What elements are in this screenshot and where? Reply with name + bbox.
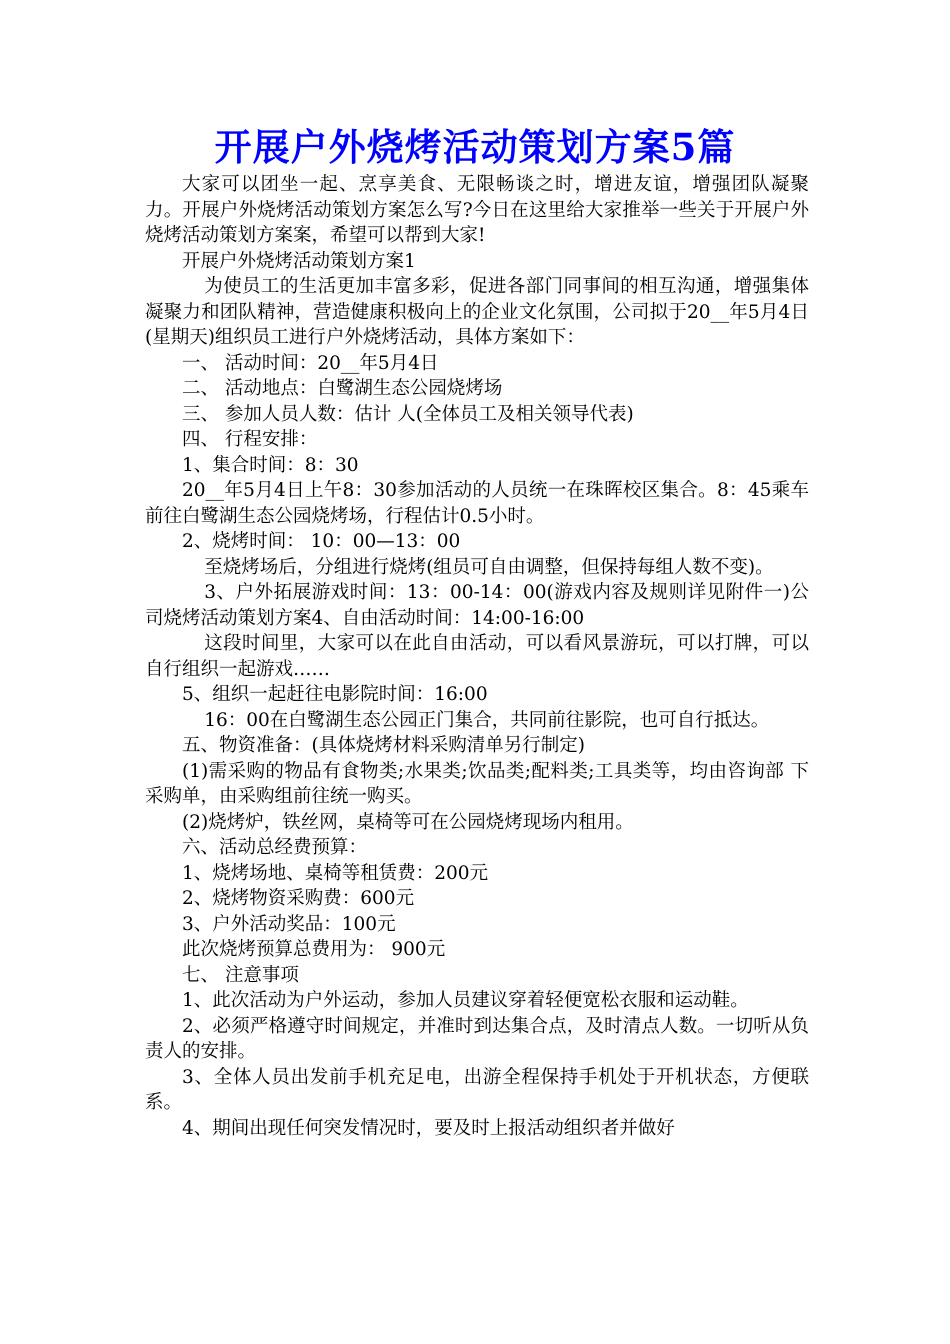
purpose-paragraph: 为使员工的生活更加丰富多彩，促进各部门同事间的相互沟通，增强集体凝聚力和团队精神，营造健康积极向上的企业文化氛围，公司拟于20__年5月4日(星期天)组织员工进行户外烧烤活动，具体方案如下： xyxy=(145,276,809,348)
note-4: 4、期间出现任何突发情况时，要及时上报活动组织者并做好 xyxy=(182,1117,675,1139)
intro-paragraph: 大家可以团坐一起、烹享美食、无限畅谈之时，增进友谊，增强团队凝聚力。开展户外烧烤活动策划方案怎么写?今日在这里给大家推举一些关于开展户外烧烤活动策划方案案，希望可以帮到大家! xyxy=(145,174,809,246)
item-activity-time: 一、 活动时间：20__年5月4日 xyxy=(182,352,439,374)
document-body xyxy=(145,172,809,1141)
item-schedule: 四、 行程安排： xyxy=(182,429,318,450)
schedule-gather-detail: 20__年5月4日上午8：30参加活动的人员统一在珠晖校区集合。8：45乘车前往白鹭湖生态公园烧烤场，行程估计0.5小时。 xyxy=(145,480,809,527)
budget-total: 此次烧烤预算总费用为： 900元 xyxy=(182,939,446,960)
schedule-bbq-time: 2、烧烤时间： 10：00—13：00 xyxy=(182,531,461,552)
schedule-gather-time: 1、集合时间：8：30 xyxy=(182,454,359,476)
budget-prizes: 3、户外活动奖品：100元 xyxy=(182,913,396,935)
note-3: 3、全体人员出发前手机充足电，出游全程保持手机处于开机状态，方便联系。 xyxy=(145,1066,809,1113)
item-materials: 五、物资准备：(具体烧烤材料采购清单另行制定) xyxy=(182,735,585,756)
materials-rental: (2)烧烤炉，铁丝网，桌椅等可在公园烧烤现场内租用。 xyxy=(182,811,634,833)
schedule-games-time: 3、户外拓展游戏时间：13：00-14：00(游戏内容及规则详见附件一)公司烧烤活动策划方案4、自由活动时间：14:00-16:00 xyxy=(145,582,809,629)
item-budget: 六、活动总经费预算： xyxy=(182,837,368,858)
note-2: 2、必须严格遵守时间规定，并准时到达集合点，及时清点人数。一切听从负责人的安排。 xyxy=(145,1015,809,1062)
schedule-bbq-detail: 至烧烤场后，分组进行烧烤(组员可自由调整，但保持每组人数不变)。 xyxy=(204,556,774,578)
item-participants: 三、 参加人员人数：估计 人(全体员工及相关领导代表) xyxy=(182,403,634,425)
materials-purchase: (1)需采购的物品有食物类;水果类;饮品类;配料类;工具类等，均由咨询部 下采购单，由采购组前往统一购买。 xyxy=(145,760,809,807)
item-notes: 七、 注意事项 xyxy=(182,964,299,986)
section-heading-plan-1: 开展户外烧烤活动策划方案1 xyxy=(182,250,416,272)
schedule-cinema-time: 5、组织一起赶往电影院时间：16:00 xyxy=(182,684,488,705)
item-activity-location: 二、 活动地点：白鹭湖生态公园烧烤场 xyxy=(182,378,503,399)
budget-venue: 1、烧烤场地、桌椅等租赁费：200元 xyxy=(182,862,489,884)
document-title: 开展户外烧烤活动策划方案5篇 xyxy=(214,125,736,169)
note-1: 1、此次活动为户外运动，参加人员建议穿着轻便宽松衣服和运动鞋。 xyxy=(182,990,749,1011)
schedule-free-detail: 这段时间里，大家可以在此自由活动，可以看风景游玩，可以打牌，可以自行组织一起游戏…… xyxy=(145,633,809,680)
budget-supplies: 2、烧烤物资采购费：600元 xyxy=(182,888,415,909)
schedule-cinema-detail: 16：00在白鹭湖生态公园正门集合，共同前往影院，也可自行抵达。 xyxy=(204,709,770,731)
